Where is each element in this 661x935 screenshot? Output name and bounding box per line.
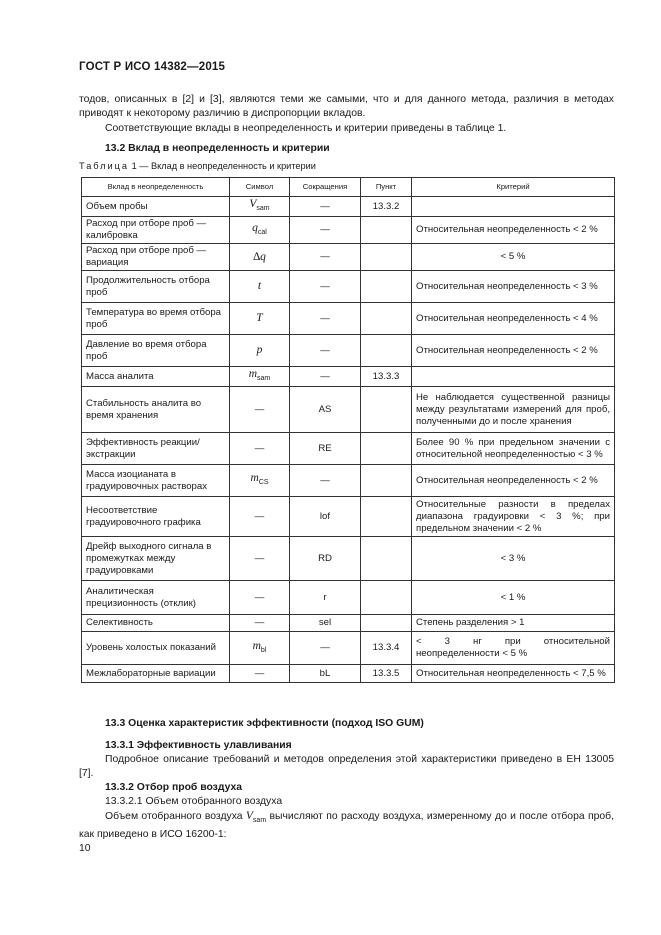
table-row [82, 615, 615, 632]
cell-symbol [230, 303, 290, 335]
cell-symbol [230, 335, 290, 367]
cell-criterion: Более 90 % при предельном значении с относительной неопределенностью < 3 % [412, 433, 615, 465]
cell-contribution: Несоответствие градуировочного графика [82, 497, 230, 537]
cell-symbol [230, 537, 290, 581]
section-13-3-2-1-heading: 13.3.2.1 Объем отобранного воздуха [105, 796, 283, 807]
cell-abbreviation: — [290, 367, 361, 387]
symbol-text: — [254, 442, 265, 454]
cell-contribution: Дрейф выходного сигнала в промежутках между градуировками [82, 537, 230, 581]
cell-clause [361, 335, 412, 367]
table-row [82, 217, 615, 244]
symbol-text: V [249, 198, 257, 210]
header-clause: Пункт [361, 178, 412, 197]
section-13-3-1-heading: 13.3.1 Эффективность улавливания [105, 740, 292, 751]
header-abbreviation: Сокращения [290, 178, 361, 197]
cell-contribution: Селективность [82, 615, 230, 632]
cell-criterion: Относительная неопределенность < 3 % [412, 271, 615, 303]
cell-contribution: Расход при отборе проб — вариация [82, 244, 230, 271]
cell-criterion: < 1 % [412, 581, 615, 615]
table-row [82, 433, 615, 465]
table-row [82, 303, 615, 335]
cell-clause [361, 465, 412, 497]
cell-abbreviation: — [290, 303, 361, 335]
table-caption-text: 1 — Вклад в неопределенность и критерии [129, 161, 316, 171]
table-row [82, 632, 615, 665]
cell-contribution: Объем пробы [82, 197, 230, 217]
symbol-text: — [254, 510, 265, 522]
table-row [82, 537, 615, 581]
symbol-text: q [252, 221, 258, 234]
section-13-3-2-1-text [79, 809, 614, 842]
header-contribution: Вклад в неопределенность [82, 178, 230, 197]
cell-symbol [230, 217, 290, 244]
symbol-text: m [250, 472, 259, 484]
table-row [82, 197, 615, 217]
page-number: 10 [79, 843, 91, 854]
cell-symbol [230, 465, 290, 497]
cell-criterion: Не наблюдается существенной разницы между результатами измерений для проб, полученными до и после хранения [412, 387, 615, 433]
cell-clause: 13.3.3 [361, 367, 412, 387]
cell-contribution: Межлабораторные вариации [82, 665, 230, 683]
symbol-subscript: bl [260, 646, 267, 654]
header-criterion: Критерий [412, 178, 615, 197]
symbol-subscript: CS [258, 479, 269, 486]
cell-clause [361, 497, 412, 537]
intro-paragraph-2: Соответствующие вклады в неопределенность и критерии приведены в таблице 1. [105, 123, 507, 135]
symbol-v: V [245, 810, 253, 822]
cell-contribution: Расход при отборе проб — калибровка [82, 217, 230, 244]
cell-symbol [230, 615, 290, 632]
table-caption [79, 161, 316, 171]
document-header: ГОСТ Р ИСО 14382—2015 [79, 61, 226, 73]
cell-clause [361, 303, 412, 335]
cell-contribution: Уровень холостых показаний [82, 632, 230, 665]
cell-criterion [412, 197, 615, 217]
cell-clause [361, 615, 412, 632]
cell-abbreviation: — [290, 465, 361, 497]
section-13-2-heading: 13.2 Вклад в неопределенность и критерии [105, 143, 330, 154]
table-row [82, 367, 615, 387]
table-row [82, 271, 615, 303]
text-part-b: вычисляют по расходу воздуха, измеренному до и после отбора проб, как приведено в ИСО 16200-1: [79, 811, 614, 840]
cell-criterion: Относительная неопределенность < 2 % [412, 335, 615, 367]
cell-clause: 13.3.2 [361, 197, 412, 217]
table-row [82, 387, 615, 433]
cell-contribution: Аналитическая прецизионность (отклик) [82, 581, 230, 615]
cell-criterion: Относительная неопределенность < 2 % [412, 217, 615, 244]
cell-criterion: Относительная неопределенность < 4 % [412, 303, 615, 335]
symbol-text: m [252, 639, 261, 652]
table-row [82, 465, 615, 497]
table-caption-prefix: Таблица [79, 161, 130, 171]
cell-criterion: < 3 нг при относительной неопределенности < 5 % [412, 632, 615, 665]
cell-symbol [230, 244, 290, 271]
cell-contribution: Стабильность аналита во время хранения [82, 387, 230, 433]
symbol-text: t [257, 280, 262, 292]
cell-clause [361, 387, 412, 433]
symbol-text: p [256, 344, 263, 356]
symbol-text: — [254, 552, 265, 564]
cell-criterion: Степень разделения > 1 [412, 615, 615, 632]
cell-criterion: Относительные разности в пределах диапазона градуировки < 3 %; при предельном значении < 2 % [412, 497, 615, 537]
cell-abbreviation: — [290, 217, 361, 244]
section-13-3 [79, 717, 614, 842]
cell-contribution: Масса аналита [82, 367, 230, 387]
table-body [82, 197, 615, 683]
cell-contribution: Масса изоцианата в градуировочных растворах [82, 465, 230, 497]
intro-text [79, 93, 614, 136]
cell-criterion: < 5 % [412, 244, 615, 271]
symbol-text: — [254, 667, 265, 679]
cell-abbreviation: bL [290, 665, 361, 683]
cell-symbol [230, 197, 290, 217]
cell-contribution: Эффективность реакции/ экстракции [82, 433, 230, 465]
table-row [82, 581, 615, 615]
cell-clause: 13.3.4 [361, 632, 412, 665]
table-row [82, 665, 615, 683]
cell-criterion: Относительная неопределенность < 2 % [412, 465, 615, 497]
cell-symbol [230, 665, 290, 683]
cell-clause [361, 217, 412, 244]
cell-clause [361, 244, 412, 271]
cell-symbol [230, 581, 290, 615]
cell-contribution: Давление во время отбора проб [82, 335, 230, 367]
symbol-text: m [248, 368, 258, 380]
cell-symbol [230, 387, 290, 433]
symbol-text: — [254, 617, 265, 628]
cell-clause [361, 537, 412, 581]
symbol-text: — [254, 403, 265, 415]
cell-abbreviation: lof [290, 497, 361, 537]
header-symbol: Символ [230, 178, 290, 197]
cell-clause [361, 433, 412, 465]
cell-abbreviation: — [290, 335, 361, 367]
cell-clause: 13.3.5 [361, 665, 412, 683]
criteria-table [81, 177, 615, 683]
cell-clause [361, 271, 412, 303]
cell-contribution: Продолжительность отбора проб [82, 271, 230, 303]
cell-symbol [230, 271, 290, 303]
cell-criterion: < 3 % [412, 537, 615, 581]
cell-abbreviation: — [290, 197, 361, 217]
intro-paragraph-1: тодов, описанных в [2] и [3], являются теми же самыми, что и для данного метода, различия в методах приводят к некоторому различию в диспропорции вкладов. [79, 94, 614, 119]
cell-abbreviation: — [290, 244, 361, 271]
cell-criterion [412, 367, 615, 387]
cell-symbol [230, 632, 290, 665]
cell-abbreviation: RD [290, 537, 361, 581]
cell-abbreviation: RE [290, 433, 361, 465]
cell-abbreviation: — [290, 632, 361, 665]
symbol-text: — [254, 591, 265, 603]
cell-abbreviation: AS [290, 387, 361, 433]
cell-symbol [230, 433, 290, 465]
cell-criterion: Относительная неопределенность < 7,5 % [412, 665, 615, 683]
table-row [82, 335, 615, 367]
cell-contribution: Температура во время отбора проб [82, 303, 230, 335]
section-13-3-heading: 13.3 Оценка характеристик эффективности (подход ISO GUM) [105, 718, 424, 729]
symbol-subscript: sam [252, 817, 267, 824]
symbol-text: ∆q [253, 250, 266, 263]
cell-abbreviation: r [290, 581, 361, 615]
table-row [82, 244, 615, 271]
symbol-subscript: sam [257, 375, 271, 382]
table-row [82, 497, 615, 537]
section-13-3-1-text: Подробное описание требований и методов определения этой характеристики приведено в ЕН 13005 [7]. [79, 754, 614, 779]
table-header-row [82, 178, 615, 197]
symbol-subscript: sam [256, 205, 270, 212]
symbol-subscript: cal [257, 228, 267, 236]
cell-abbreviation: — [290, 271, 361, 303]
cell-symbol [230, 497, 290, 537]
text-part-a: Объем отобранного воздуха [105, 811, 246, 822]
cell-abbreviation: sel [290, 615, 361, 632]
section-13-3-2-heading: 13.3.2 Отбор проб воздуха [105, 782, 243, 793]
symbol-text: T [256, 312, 263, 324]
cell-clause [361, 581, 412, 615]
cell-symbol [230, 367, 290, 387]
